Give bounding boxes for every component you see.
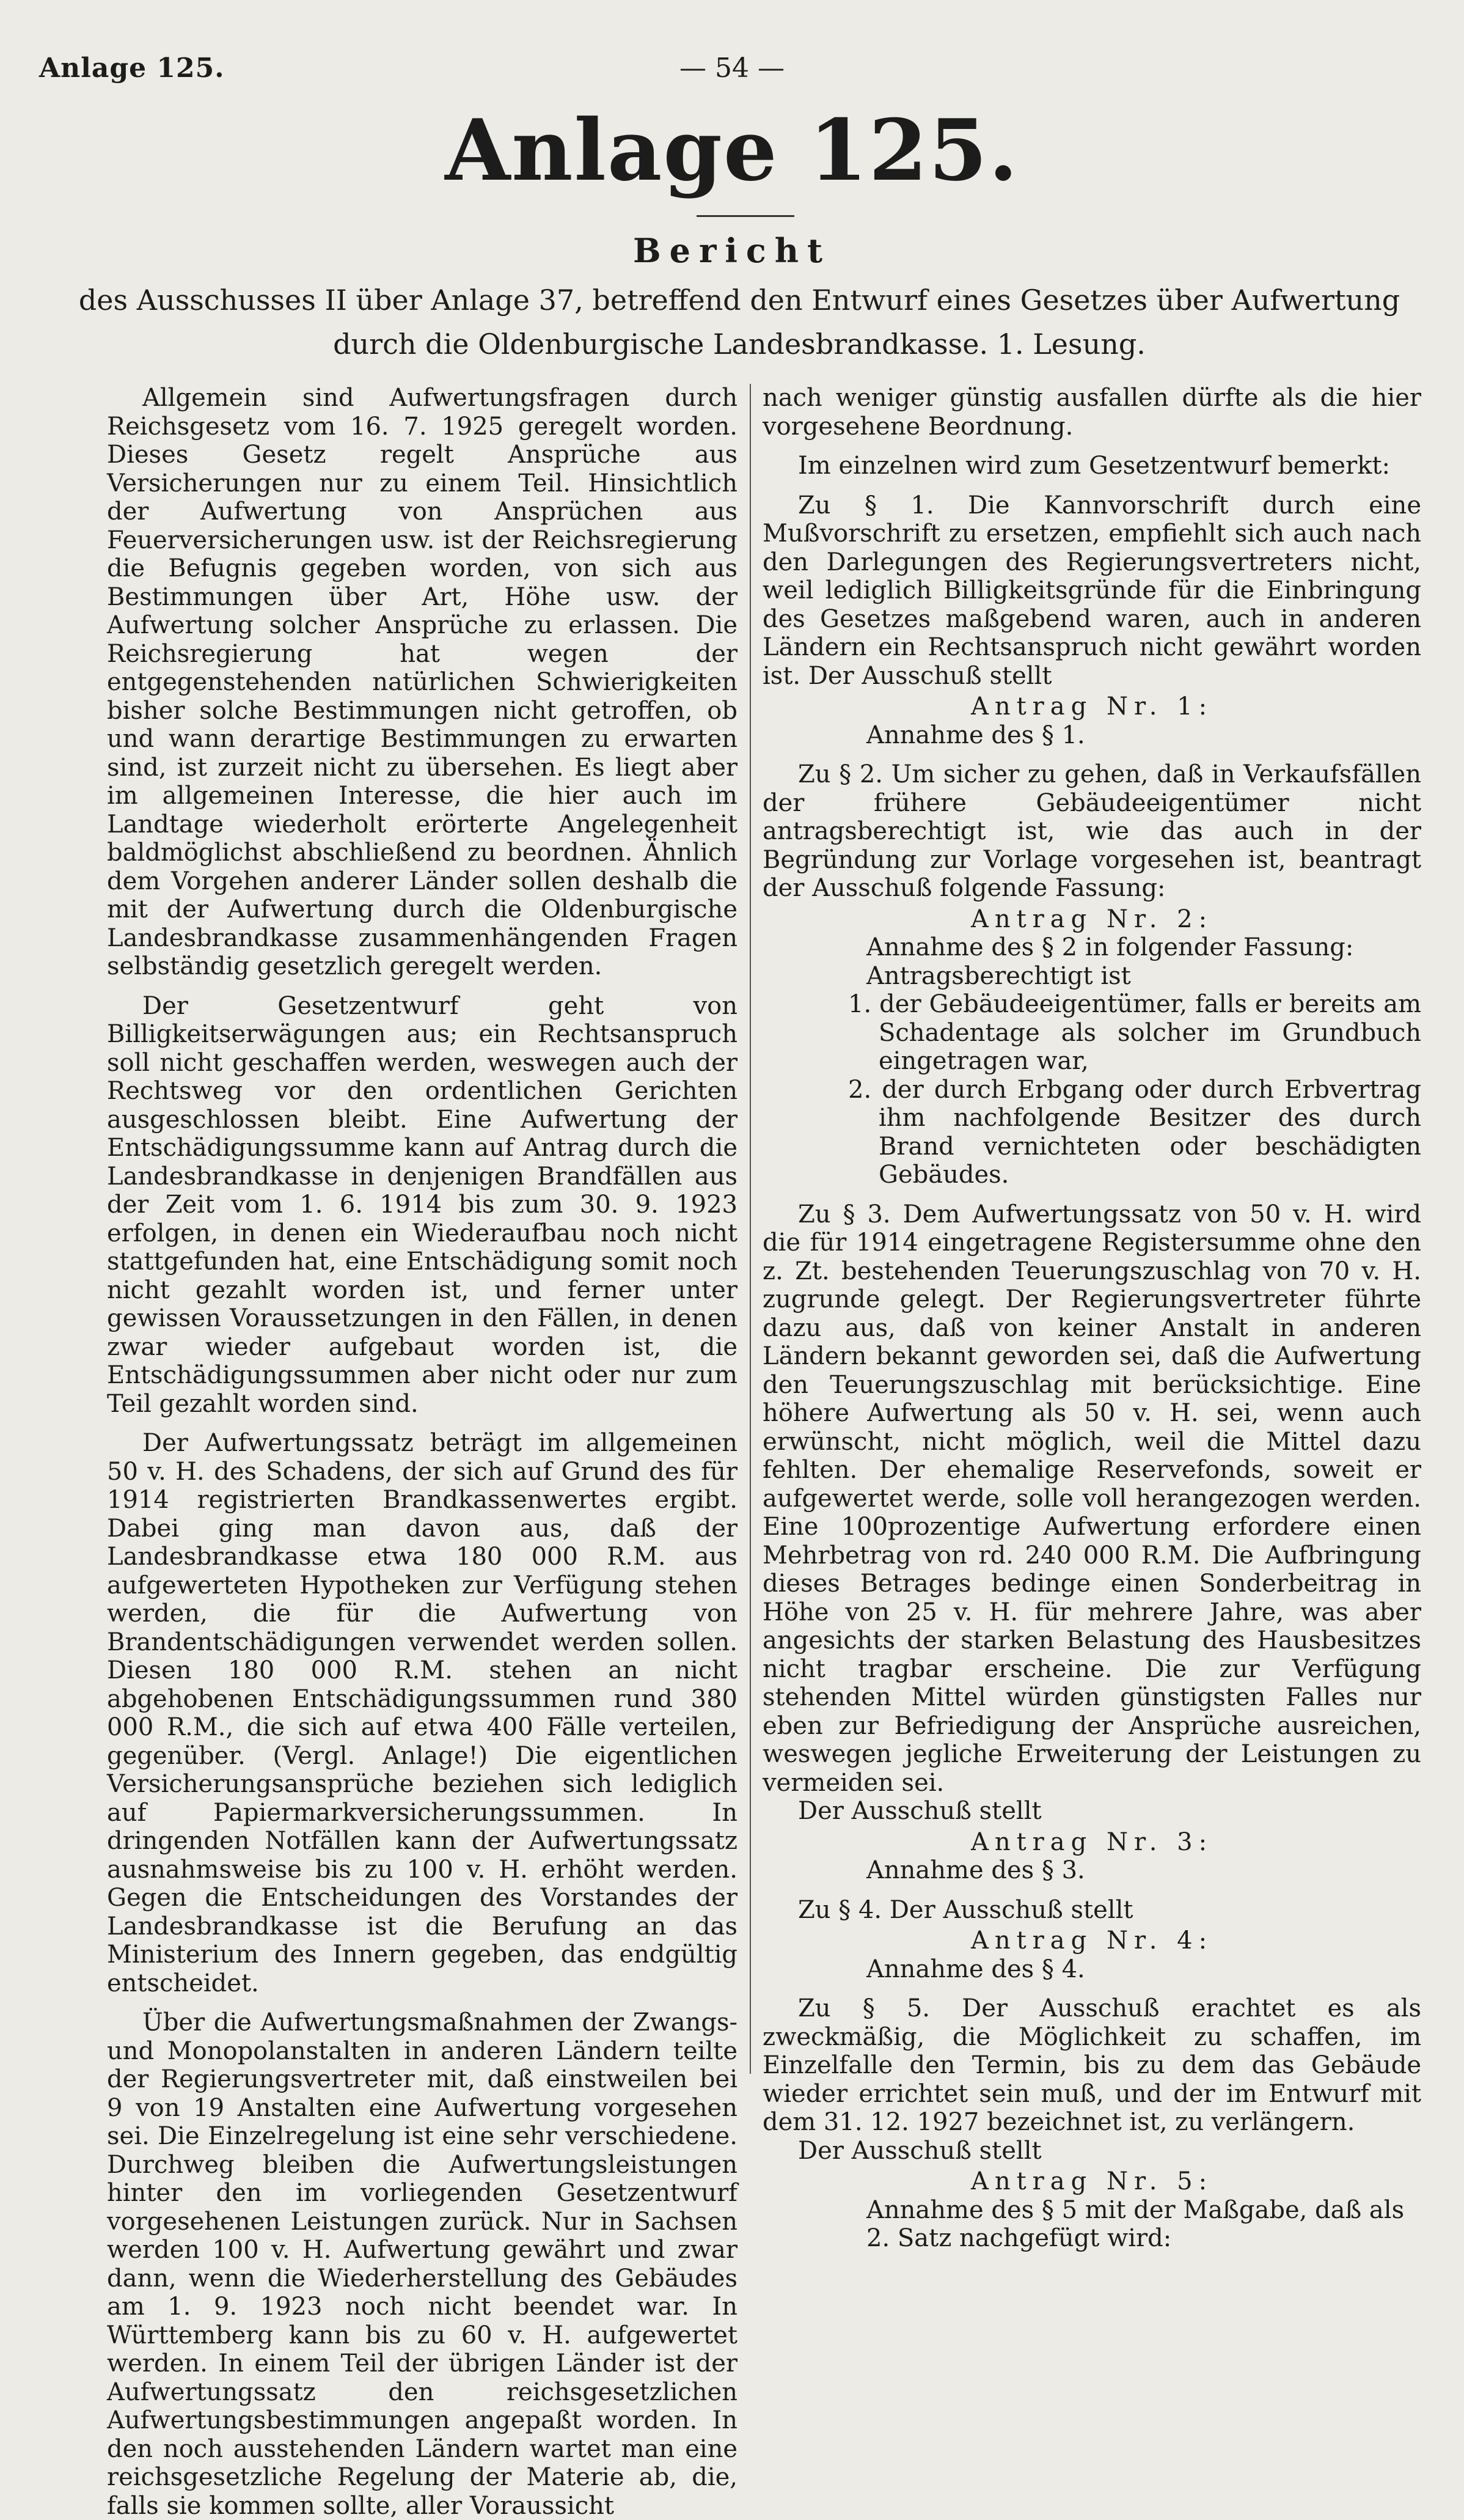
- paragraph: Der Ausschuß stellt: [798, 1797, 1042, 1825]
- page-number: — 54 —: [679, 53, 785, 84]
- motion-text: Annahme des § 4.: [866, 1955, 1085, 1983]
- paragraph: Der Ausschuß stellt: [798, 2136, 1042, 2165]
- paragraph: Der Gesetzentwurf geht von Billigkeitserwägungen aus; ein Rechtsanspruch soll nicht geschaffen werden, weswegen auch der Rechtsweg vor den ordentlichen Gerichten ausgeschlossen bleibt. Eine Aufwertung der Entschädigungssumme kann auf Antrag durch die Landesbrandkasse in denjenigen Brandfällen aus der Zeit vom 1. 6. 1914 bis zum 30. 9. 1923 erfolgen, in denen ein Wiederaufbau noch nicht stattgefunden hat, eine Entschädigung somit noch nicht gezahlt worden ist, und ferner unter gewissen Voraussetzungen in den Fällen, in denen zwar wieder aufgebaut worden ist, die Entschädigungssummen aber nicht oder nur zum Teil gezahlt worden sind.: [107, 991, 737, 1418]
- list-item: 1. der Gebäudeeigentümer, falls er bereits am Schadentage als solcher im Grundbuch eingetragen war,: [848, 990, 1421, 1075]
- motion-text: Antragsberechtigt ist: [866, 961, 1131, 990]
- paragraph: Im einzelnen wird zum Gesetzentwurf bemerkt:: [798, 452, 1390, 480]
- paragraph: Zu § 3. Dem Aufwertungssatz von 50 v. H. wird die für 1914 eingetragene Registersumme ohne den z. Zt. bestehenden Teuerungszuschlag von 70 v. H. zugrunde gelegt. Der Regierungsvertreter führte dazu aus, daß von keiner Anstalt in anderen Ländern bekannt geworden sei, daß die Aufwertung den Teuerungszuschlag mit berücksichtige. Eine höhere Aufwertung als 50 v. H. sei, wenn auch erwünscht, nicht möglich, weil die Mittel dazu fehlten. Der ehemalige Reservefonds, soweit er aufgewertet werde, solle voll herangezogen werden. Eine 100prozentige Aufwertung erfordere einen Mehrbetrag von rd. 240 000 R.M. Die Aufbringung dieses Betrages bedinge einen Sonderbeitrag in Höhe von 25 v. H. für mehrere Jahre, was aber angesichts der starken Belastung des Hausbesitzes nicht tragbar erscheine. Die zur Verfügung stehenden Mittel würden günstigsten Falles nur eben zur Befriedigung der Ansprüche ausreichen, weswegen jegliche Erweiterung der Leistungen zu vermeiden sei.: [763, 1200, 1421, 1797]
- title-divider: [697, 215, 794, 217]
- paragraph: Über die Aufwertungsmaßnahmen der Zwangs- und Monopolanstalten in anderen Ländern teilte der Regierungsvertreter mit, daß einstweilen bei 9 von 19 Anstalten eine Aufwertung vorgesehen sei. Die Einzelregelung ist eine sehr verschiedene. Durchweg bleiben die Aufwertungsleistungen hinter den im vorliegenden Gesetzentwurf vorgesehenen Leistungen zurück. Nur in Sachsen werden 100 v. H. Aufwertung gewährt und zwar dann, wenn die Wiederherstellung des Gebäudes am 1. 9. 1923 noch nicht beendet war. In Württemberg kann bis zu 60 v. H. aufgewertet werden. In einem Teil der übrigen Länder ist der Aufwertungssatz den reichsgesetzlichen Aufwertungsbestimmungen angepaßt worden. In den noch ausstehenden Ländern wartet man eine reichsgesetzliche Regelung der Materie ab, die, falls sie kommen sollte, aller Voraussicht: [107, 2008, 737, 2520]
- paragraph: Zu § 4. Der Ausschuß stellt: [798, 1895, 1133, 1924]
- running-header: Anlage 125.: [39, 53, 225, 84]
- motion-text: Annahme des § 3.: [866, 1856, 1085, 1884]
- motion-heading: Antrag Nr. 2:: [970, 905, 1213, 933]
- report-label: Bericht: [632, 231, 832, 270]
- paragraph: Der Aufwertungssatz beträgt im allgemeinen 50 v. H. des Schadens, der sich auf Grund des für 1914 registrierten Brandkassenwertes ergibt. Dabei ging man davon aus, daß der Landesbrandkasse etwa 180 000 R.M. aus aufgewerteten Hypotheken zur Verfügung stehen werden, die für die Aufwertung von Brandentschädigungen verwendet werden sollen. Diesen 180 000 R.M. stehen an nicht abgehobenen Entschädigungssummen rund 380 000 R.M., die sich auf etwa 400 Fälle verteilen, gegenüber. (Vergl. Anlage!) Die eigentlichen Versicherungsansprüche beziehen sich lediglich auf Papiermarkversicherungssummen. In dringenden Notfällen kann der Aufwertungssatz ausnahmsweise bis zu 100 v. H. erhöht werden. Gegen die Entscheidungen des Vorstandes der Landesbrandkasse ist die Berufung an das Ministerium des Innern gegeben, das endgültig entscheidet.: [107, 1429, 737, 1997]
- list-item: 2. der durch Erbgang oder durch Erbvertrag ihm nachfolgende Besitzer des durch Brand vernichteten oder beschädigten Gebäudes.: [848, 1075, 1421, 1189]
- motion-heading: Antrag Nr. 1:: [970, 692, 1213, 721]
- motion-text: Annahme des § 1.: [866, 721, 1085, 749]
- paragraph: nach weniger günstig ausfallen dürfte als die hier vorgesehene Beordnung.: [763, 384, 1421, 441]
- report-heading: des Ausschusses II über Anlage 37, betreffend den Entwurf eines Gesetzes über Aufwertung durch die Oldenburgische Landesbrandkasse. 1. Lesung.: [78, 284, 1400, 361]
- right-column: [763, 384, 1421, 2253]
- motion-heading: Antrag Nr. 3:: [970, 1828, 1213, 1856]
- left-column: [107, 384, 737, 2520]
- paragraph: Allgemein sind Aufwertungsfragen durch Reichsgesetz vom 16. 7. 1925 geregelt worden. Dieses Gesetz regelt Ansprüche aus Versicherungen nur zu einem Teil. Hinsichtlich der Aufwertung von Ansprüchen aus Feuerversicherungen usw. ist der Reichsregierung die Befugnis gegeben worden, von sich aus Bestimmungen über Art, Höhe usw. der Aufwertung solcher Ansprüche zu erlassen. Die Reichsregierung hat wegen der entgegenstehenden natürlichen Schwierigkeiten bisher solche Bestimmungen nicht getroffen, ob und wann derartige Bestimmungen zu erwarten sind, ist zurzeit nicht zu übersehen. Es liegt aber im allgemeinen Interesse, die hier auch im Landtage wiederholt erörterte Angelegenheit baldmöglichst abschließend zu beordnen. Ähnlich dem Vorgehen anderer Länder sollen deshalb die mit der Aufwertung durch die Oldenburgische Landesbrandkasse zusammenhängenden Fragen selbständig gesetzlich geregelt werden.: [107, 384, 737, 980]
- paragraph: Zu § 1. Die Kannvorschrift durch eine Mußvorschrift zu ersetzen, empfiehlt sich auch nach den Darlegungen des Regierungsvertreters nicht, weil lediglich Billigkeitsgründe für die Einbringung des Gesetzes maßgebend waren, auch in anderen Ländern ein Rechtsanspruch nicht gewährt worden ist. Der Ausschuß stellt: [763, 491, 1421, 690]
- column-divider: [750, 384, 751, 2074]
- motion-heading: Antrag Nr. 4:: [970, 1927, 1213, 1955]
- paragraph: Zu § 5. Der Ausschuß erachtet es als zweckmäßig, die Möglichkeit zu schaffen, im Einzelfalle den Termin, bis zu dem das Gebäude wieder errichtet sein muß, und der im Entwurf mit dem 31. 12. 1927 bezeichnet ist, zu verlängern.: [763, 1994, 1421, 2136]
- paragraph: Zu § 2. Um sicher zu gehen, daß in Verkaufsfällen der frühere Gebäudeeigentümer nicht antragsberechtigt ist, wie das auch in der Begründung zur Vorlage vorgesehen ist, beantragt der Ausschuß folgende Fassung:: [763, 760, 1421, 902]
- motion-heading: Antrag Nr. 5:: [970, 2167, 1213, 2195]
- document-title: Anlage 125.: [445, 100, 1019, 200]
- motion-text: Annahme des § 5 mit der Maßgabe, daß als 2. Satz nachgefügt wird:: [866, 2195, 1405, 2252]
- motion-text: Annahme des § 2 in folgender Fassung:: [866, 933, 1354, 961]
